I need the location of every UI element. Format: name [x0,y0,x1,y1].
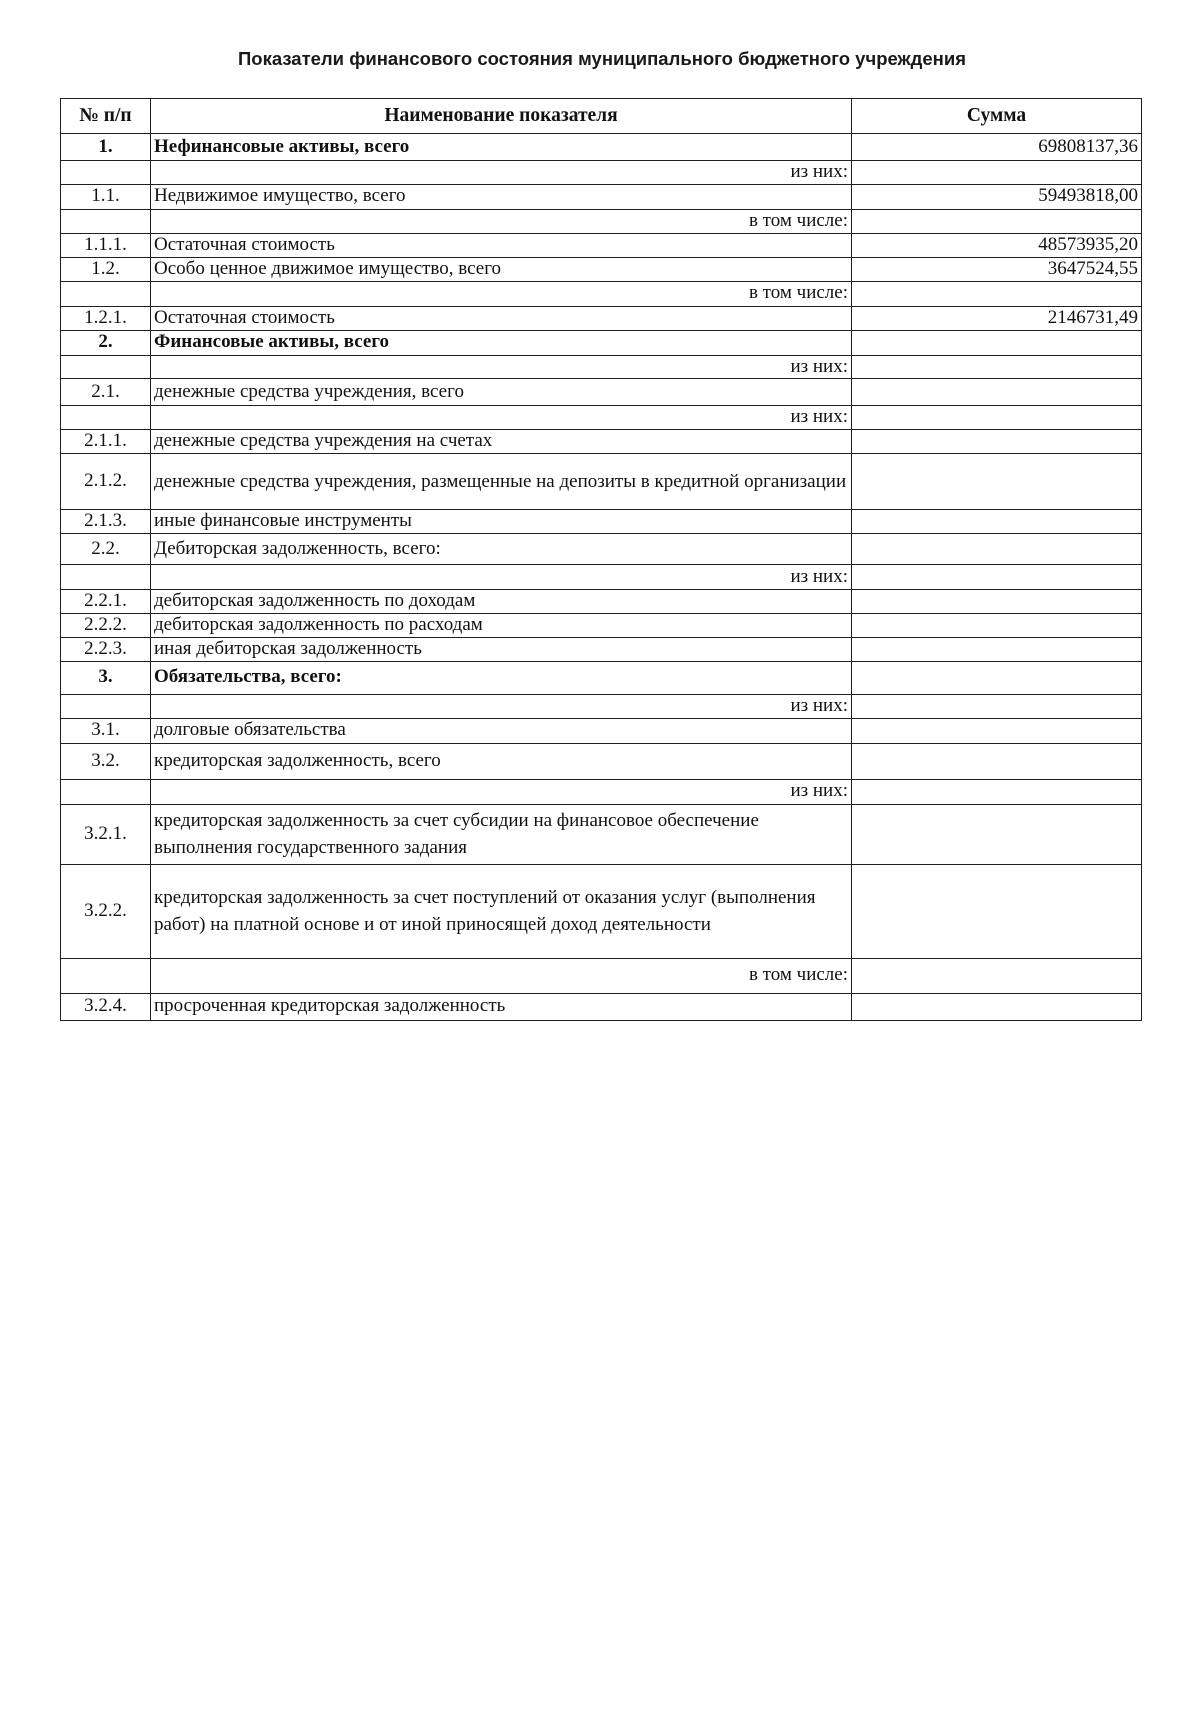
row-number: 1.2. [61,257,151,281]
row-indicator-name: в том числе: [151,209,852,233]
row-sum [852,406,1142,430]
table-row [61,184,1142,209]
row-indicator-name: в том числе: [151,958,852,993]
row-number: 2.1.3. [61,510,151,534]
row-sum [852,533,1142,564]
row-number: 2.1.2. [61,454,151,510]
row-number [61,209,151,233]
row-indicator-name: из них: [151,564,852,589]
table-row [61,454,1142,510]
row-indicator-name: иные финансовые инструменты [151,510,852,534]
row-number: 3.2.1. [61,804,151,864]
row-sum [852,454,1142,510]
table-row [61,406,1142,430]
row-indicator-name: из них: [151,779,852,804]
row-sum [852,661,1142,694]
row-indicator-name: Недвижимое имущество, всего [151,184,852,209]
row-number: 2.1. [61,379,151,406]
table-row [61,864,1142,958]
row-sum [852,864,1142,958]
row-number [61,161,151,185]
table-row [61,209,1142,233]
row-number: 3.1. [61,718,151,743]
row-sum [852,589,1142,613]
row-indicator-name: денежные средства учреждения на счетах [151,430,852,454]
table-row [61,233,1142,257]
row-number: 1.2.1. [61,306,151,330]
row-sum [852,564,1142,589]
row-number: 2.1.1. [61,430,151,454]
row-indicator-name: Дебиторская задолженность, всего: [151,533,852,564]
row-indicator-name: Остаточная стоимость [151,306,852,330]
row-sum: 59493818,00 [852,184,1142,209]
row-indicator-name: дебиторская задолженность по расходам [151,613,852,637]
table-row [61,718,1142,743]
row-indicator-name: из них: [151,355,852,379]
row-indicator-name: в том числе: [151,281,852,306]
row-indicator-name: просроченная кредиторская задолженность [151,993,852,1020]
row-sum: 3647524,55 [852,257,1142,281]
table-row [61,993,1142,1020]
row-number [61,564,151,589]
table-row [61,694,1142,718]
row-sum [852,779,1142,804]
row-sum [852,355,1142,379]
row-number: 2.2. [61,533,151,564]
row-indicator-name: кредиторская задолженность за счет поступлений от оказания услуг (выполнения работ) на платной основе и от иной приносящей доход деятельности [151,864,852,958]
row-number [61,406,151,430]
row-sum [852,330,1142,355]
row-sum: 2146731,49 [852,306,1142,330]
table-row [61,134,1142,161]
row-number: 1. [61,134,151,161]
row-number: 3.2.4. [61,993,151,1020]
table-row [61,355,1142,379]
row-number: 3.2. [61,743,151,779]
row-number [61,281,151,306]
table-row [61,430,1142,454]
table-row [61,743,1142,779]
row-sum [852,281,1142,306]
row-sum [852,430,1142,454]
table-header-row [61,99,1142,134]
row-sum [852,613,1142,637]
table-row [61,306,1142,330]
row-indicator-name: дебиторская задолженность по доходам [151,589,852,613]
table-row [61,257,1142,281]
header-sum: Сумма [852,99,1142,134]
row-sum [852,379,1142,406]
financial-indicators-table [60,98,1142,1021]
row-indicator-name: Финансовые активы, всего [151,330,852,355]
row-sum [852,958,1142,993]
table-row [61,510,1142,534]
row-sum: 69808137,36 [852,134,1142,161]
row-sum [852,743,1142,779]
table-row [61,779,1142,804]
row-number: 2.2.2. [61,613,151,637]
row-number [61,779,151,804]
row-sum [852,510,1142,534]
row-indicator-name: иная дебиторская задолженность [151,637,852,661]
row-indicator-name: Особо ценное движимое имущество, всего [151,257,852,281]
table-row [61,330,1142,355]
row-indicator-name: долговые обязательства [151,718,852,743]
row-number [61,355,151,379]
row-sum [852,209,1142,233]
table-row [61,661,1142,694]
table-row [61,281,1142,306]
row-number: 1.1.1. [61,233,151,257]
row-sum: 48573935,20 [852,233,1142,257]
header-number: № п/п [61,99,151,134]
row-sum [852,161,1142,185]
row-number: 2.2.1. [61,589,151,613]
row-sum [852,637,1142,661]
row-sum [852,804,1142,864]
row-indicator-name: Обязательства, всего: [151,661,852,694]
row-number: 3.2.2. [61,864,151,958]
row-sum [852,694,1142,718]
row-indicator-name: денежные средства учреждения, всего [151,379,852,406]
table-row [61,564,1142,589]
table-row [61,613,1142,637]
table-row [61,804,1142,864]
row-number: 1.1. [61,184,151,209]
row-indicator-name: кредиторская задолженность за счет субсидии на финансовое обеспечение выполнения государственного задания [151,804,852,864]
row-indicator-name: из них: [151,406,852,430]
row-indicator-name: денежные средства учреждения, размещенные на депозиты в кредитной организации [151,454,852,510]
row-indicator-name: из них: [151,161,852,185]
row-sum [852,718,1142,743]
row-sum [852,993,1142,1020]
row-number: 2.2.3. [61,637,151,661]
row-number: 2. [61,330,151,355]
table-row [61,958,1142,993]
table-row [61,161,1142,185]
header-indicator-name: Наименование показателя [151,99,852,134]
row-indicator-name: кредиторская задолженность, всего [151,743,852,779]
row-number [61,958,151,993]
row-indicator-name: Нефинансовые активы, всего [151,134,852,161]
table-body [61,134,1142,1021]
row-number [61,694,151,718]
table-row [61,637,1142,661]
row-indicator-name: Остаточная стоимость [151,233,852,257]
row-indicator-name: из них: [151,694,852,718]
table-row [61,589,1142,613]
row-number: 3. [61,661,151,694]
page-title: Показатели финансового состояния муниципального бюджетного учреждения [237,48,967,69]
table-row [61,533,1142,564]
table-row [61,379,1142,406]
